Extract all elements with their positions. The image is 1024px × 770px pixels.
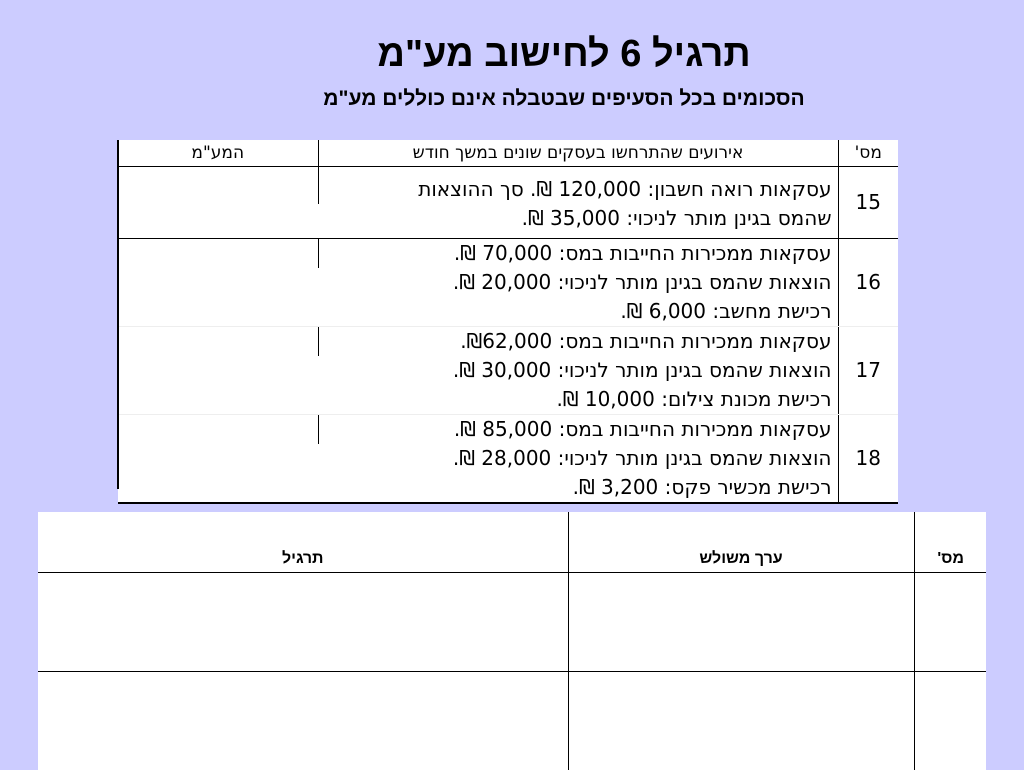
table-row [38,573,986,672]
table-row [38,672,986,770]
row-line: עסקאות ממכירות החייבות במס: 85,000 ₪. [318,415,838,445]
row-line: עסקאות רואה חשבון: 120,000 ₪. סך ההוצאות [318,167,838,205]
row-line: רכישת מכונת צילום: 10,000 ₪. [318,385,838,415]
row-line: רכישת מכשיר פקס: 3,200 ₪. [318,473,838,503]
row-line: שהמס בגינן מותר לניכוי: 35,000 ₪. [318,204,838,239]
triple-value-cell[interactable] [568,573,914,672]
row-num: 18 [838,415,898,504]
events-table [118,140,898,504]
table-row [118,415,898,445]
header-triple-value: ערך משולש [568,512,914,573]
header-num: מס' [914,512,986,573]
row-line: הוצאות שהמס בגינן מותר לניכוי: 30,000 ₪. [318,356,838,385]
row-vat-cell[interactable] [118,327,318,415]
exercise-cell[interactable] [38,672,568,770]
row-line: רכישת מחשב: 6,000 ₪. [318,297,838,327]
row-line: הוצאות שהמס בגינן מותר לניכוי: 28,000 ₪. [318,444,838,473]
events-table-header [118,140,898,167]
row-line: הוצאות שהמס בגינן מותר לניכוי: 20,000 ₪. [318,268,838,297]
table-border-left [117,140,119,489]
header-exercise: תרגיל [38,512,568,573]
triple-value-cell[interactable] [568,672,914,770]
row-vat-cell[interactable] [118,167,318,239]
page-subtitle: הסכומים בכל הסעיפים שבטבלה אינם כוללים מע"מ [0,84,1024,114]
table-row [118,327,898,357]
exercise-table [38,512,986,770]
row-vat-cell[interactable] [118,239,318,327]
exercise-cell[interactable] [38,573,568,672]
num-cell[interactable] [914,573,986,672]
exercise-table-header [38,512,986,573]
row-vat-cell[interactable] [118,415,318,504]
header-num: מס' [838,140,898,167]
row-num: 15 [838,167,898,239]
header-vat: המע"מ [118,140,318,167]
header-events: אירועים שהתרחשו בעסקים שונים במשך חודש [318,140,838,167]
row-num: 16 [838,239,898,327]
row-line: עסקאות ממכירות החייבות במס: 70,000 ₪. [318,239,838,269]
row-num: 17 [838,327,898,415]
table-row [118,167,898,205]
num-cell[interactable] [914,672,986,770]
table-row [118,239,898,269]
page-title: תרגיל 6 לחישוב מע"מ [0,30,1024,78]
row-line: עסקאות ממכירות החייבות במס: ₪62,000. [318,327,838,357]
